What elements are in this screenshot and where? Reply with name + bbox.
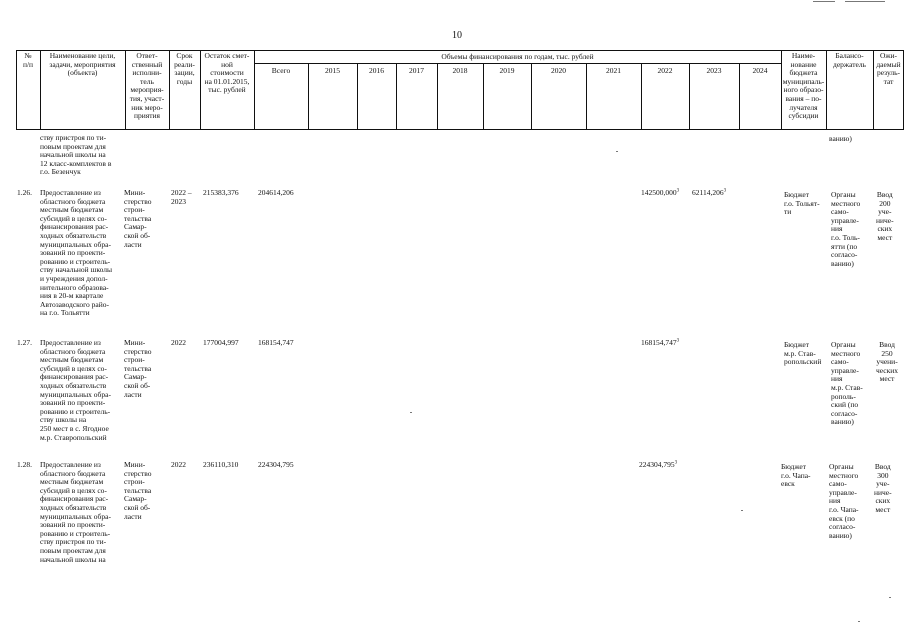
row-2022-footnote: 3 [676,338,680,344]
row-term: 2022 – 2023 [171,188,192,206]
continuation-name: ству пристроя по ти- повым проектам для начальной школы на 12 класс-комплектов в г.о. Безенчук [40,133,112,177]
header-recipient: Наиме- нование бюджета муниципаль- ного образо- вания – по- лучателя субсидии [782,51,825,121]
header-responsible: Ответ- ственный исполни- тель мероприя- тия, участ- ник меро- приятия [129,51,165,121]
col-line-remainder [254,50,255,130]
row-2022-cell [641,189,679,198]
row-total: 224304,795 [258,460,294,469]
row-name: Предоставление из областного бюджета местным бюджетам субсидий в целях со- финансирования рас- ходных обязательств муниципальных обра- зований по проекти- рованию и строитель- ству пристроя по ти- повым проектам для начальной школы на [40,460,111,564]
row-recipient: Бюджет г.о. Чапа- евск [781,462,811,489]
header-name: Наименование цели, задачи, мероприятия (объекта) [49,51,116,78]
header-total: Всего [271,66,291,75]
header-year-2022: 2022 [657,66,673,75]
row-2023-footnote: 3 [723,188,727,194]
scan-speck [616,151,618,152]
scan-speck [813,1,835,2]
row-2022-value: 224304,795 [639,460,675,469]
row-remainder: 236110,310 [203,460,239,469]
row-term: 2022 [171,460,186,469]
row-2022-value: 142500,000 [641,188,677,197]
row-result: Ввод 200 уче- ниче- ских мест [876,190,894,242]
row-name: Предоставление из областного бюджета местным бюджетам субсидий в целях со- финансирования рас- ходных обязательств муниципальных обра- зований по проекти- рованию и строитель- ству школы на 250 мест в с. Ягодное м.р. Ставропольский [40,338,111,442]
scan-speck [741,510,743,511]
scan-speck [858,621,860,622]
row-num: 1.27. [17,338,32,347]
row-remainder: 177004,997 [203,338,239,347]
header-year-2024: 2024 [752,66,768,75]
row-num: 1.28. [17,460,32,469]
header-year-2015: 2015 [325,66,340,75]
row-responsible: Мини- стерство строи- тельства Самар- ской об- ласти [124,460,152,521]
header-year-2023: 2023 [706,66,722,75]
scan-speck [845,1,885,2]
row-2022-value: 168154,747 [641,338,677,347]
row-recipient: Бюджет г.о. Тольят- ти [784,190,820,217]
row-term: 2022 [171,338,186,347]
row-holder: Органы местного само- управле- ния м.р. Став- рополь- ский (по согласо- ванию) [831,340,863,427]
row-2022-cell [641,339,679,348]
row-2022-footnote: 3 [676,188,680,194]
row-responsible: Мини- стерство строи- тельства Самар- ской об- ласти [124,188,152,249]
row-holder: Органы местного само- управле- ния г.о. Чапа- евск (по согласо- ванию) [829,462,859,540]
header-year-2018: 2018 [452,66,468,75]
header-num: № п/п [22,51,34,69]
row-responsible: Мини- стерство строи- тельства Самар- ской об- ласти [124,338,152,399]
row-total: 204614,206 [258,188,294,197]
row-result: Ввод 250 учени- ческих мест [876,340,899,384]
row-holder: Органы местного само- управле- ния г.о. Толь- ятти (по согласо- ванию) [831,190,861,268]
scan-speck [889,597,891,598]
header-holder: Балансо- держатель [833,51,866,69]
row-remainder: 215383,376 [203,188,239,197]
row-recipient: Бюджет м.р. Став- ропольский [784,340,822,367]
funding-subheader-rule [254,63,781,64]
header-year-2020: 2020 [551,66,566,75]
row-total: 168154,747 [258,338,294,347]
header-remainder: Остаток смет- ной стоимости на 01.01.2015, тыс. рублей [204,51,250,95]
header-funding-group: Объемы финансирования по годам, тыс. рублей [441,52,594,61]
header-year-2017: 2017 [409,66,424,75]
row-2022-cell [639,461,677,470]
row-num: 1.26. [17,188,32,197]
header-year-2021: 2021 [606,66,621,75]
header-year-2019: 2019 [499,66,515,75]
scan-speck [410,412,412,413]
row-name: Предоставление из областного бюджета местным бюджетам субсидий в целях со- финансирования рас- ходных обязательств муниципальных обра- зований по проекти- рованию и строитель- ству начальной школы и учреждения допол- нительного образова- ния в 20-м квартале Автозаводского райо- на г.о. Тольятти [40,188,113,318]
header-year-2016: 2016 [369,66,384,75]
row-2022-footnote: 3 [674,460,678,466]
page-number: 10 [452,30,462,41]
header-bottom-rule [16,129,904,130]
continuation-holder: ванию) [829,134,852,143]
row-result: Ввод 300 уче- ниче- ских мест [874,462,892,514]
header-term: Срок реали- зации, годы [174,51,195,86]
row-2023-cell [692,189,726,198]
row-2023-value: 62114,206 [692,188,724,197]
header-result: Ожи- даемый резуль- тат [876,51,901,86]
